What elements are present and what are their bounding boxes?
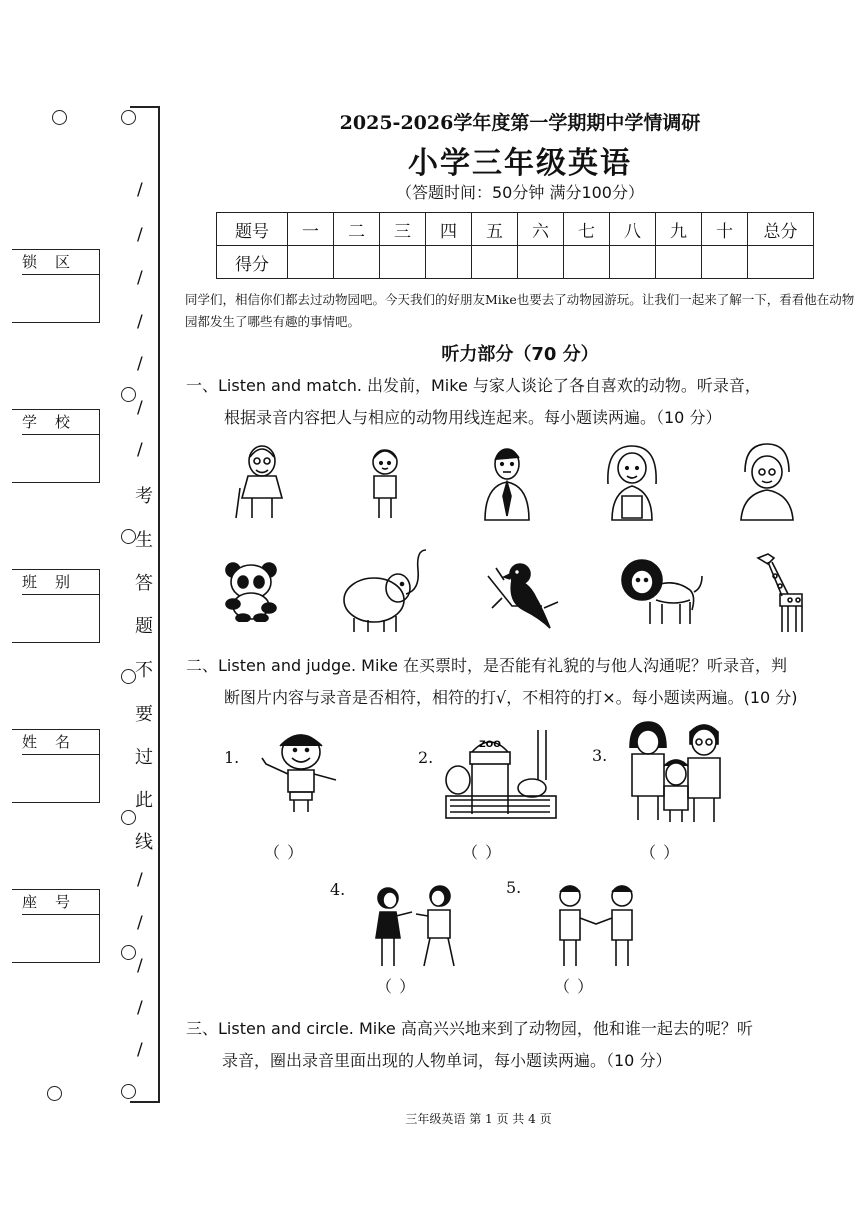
slash-mark: / xyxy=(137,180,143,200)
notice-char: 此 xyxy=(135,790,153,811)
score-input-cell[interactable] xyxy=(564,246,610,279)
field-seat-number[interactable] xyxy=(12,889,100,963)
punch-hole xyxy=(121,810,136,825)
slash-mark: / xyxy=(137,354,143,374)
score-cell: 题号 xyxy=(217,213,288,246)
slash-mark: / xyxy=(137,913,143,933)
score-input-cell[interactable] xyxy=(334,246,380,279)
field-lock-area[interactable] xyxy=(12,249,100,323)
waving-boy-icon xyxy=(258,726,352,818)
score-cell: 得分 xyxy=(217,246,288,279)
notice-char: 不 xyxy=(135,660,153,681)
punch-hole xyxy=(121,110,136,125)
score-input-cell[interactable] xyxy=(472,246,518,279)
q1-line2: 根据录音内容把人与相应的动物用线连起来。每小题读两遍。（10 分） xyxy=(224,408,722,427)
grandpa-icon xyxy=(232,443,292,521)
score-input-cell[interactable] xyxy=(380,246,426,279)
score-input-cell[interactable] xyxy=(518,246,564,279)
punch-hole xyxy=(121,669,136,684)
slash-mark: / xyxy=(137,312,143,332)
slash-mark: / xyxy=(137,225,143,245)
notice-char: 题 xyxy=(135,616,153,637)
q2-line2: 断图片内容与录音是否相符，相符的打√，不相符的打×。每小题读两遍。(10 分) xyxy=(224,688,798,707)
notice-char: 答 xyxy=(135,573,153,594)
q2-line1: 二、Listen and judge. Mike 在买票时，是否能有礼貌的与他人沟通呢？听录音，判 xyxy=(186,656,788,675)
score-table-header-row xyxy=(217,213,814,246)
notice-char: 考 xyxy=(135,486,153,507)
score-input-cell[interactable] xyxy=(610,246,656,279)
page-footer: 三年级英语 第 1 页 共 4 页 xyxy=(405,1112,552,1126)
giraffe-icon xyxy=(750,550,810,634)
score-cell: 一 xyxy=(288,213,334,246)
notice-char: 过 xyxy=(135,747,153,768)
two-people-talking-icon xyxy=(366,882,464,970)
score-table xyxy=(216,212,814,279)
score-cell: 六 xyxy=(518,213,564,246)
field-label: 姓名 xyxy=(22,730,99,755)
punch-hole xyxy=(121,945,136,960)
score-input-cell[interactable] xyxy=(656,246,702,279)
field-label: 学校 xyxy=(22,410,99,435)
punch-hole xyxy=(121,387,136,402)
punch-hole xyxy=(121,529,136,544)
grandma-icon xyxy=(735,442,797,522)
score-input-cell[interactable] xyxy=(426,246,472,279)
slash-mark: / xyxy=(137,956,143,976)
score-cell: 四 xyxy=(426,213,472,246)
intro-paragraph: 同学们，相信你们都去过动物园吧。今天我们的好朋友Mike也要去了动物园游玩。让我们一起来了解一下，看看他在动物园都发生了哪些有趣的事情吧。 xyxy=(185,292,855,329)
notice-char: 生 xyxy=(135,530,153,551)
punch-hole xyxy=(121,1084,136,1099)
exam-title-line1: 2025-2026学年度第一学期期中学情调研 xyxy=(339,112,701,134)
father-icon xyxy=(477,444,537,522)
zoo-gate-icon xyxy=(442,726,560,822)
punch-hole xyxy=(52,110,67,125)
family-icon xyxy=(624,718,728,826)
section-title: 听力部分（70 分） xyxy=(441,344,599,365)
q3-line1: 三、Listen and circle. Mike 高高兴兴地来到了动物园，他和谁一起去的呢？听 xyxy=(186,1019,753,1038)
score-table-score-row xyxy=(217,246,814,279)
answer-paren[interactable]: （ ） xyxy=(640,843,681,862)
notice-char: 要 xyxy=(135,704,153,725)
q2-item-number: 3. xyxy=(592,746,608,765)
boy-icon xyxy=(362,446,408,522)
score-input-cell[interactable] xyxy=(748,246,814,279)
score-cell: 二 xyxy=(334,213,380,246)
q3-line2: 录音，圈出录音里面出现的人物单词，每小题读两遍。（10 分） xyxy=(222,1051,672,1070)
score-cell: 总分 xyxy=(748,213,814,246)
q2-item-number: 1. xyxy=(224,748,240,767)
exam-title-line2: 小学三年级英语 xyxy=(408,146,632,181)
notice-char: 线 xyxy=(135,832,153,853)
slash-mark: / xyxy=(137,440,143,460)
score-cell: 十 xyxy=(702,213,748,246)
slash-mark: / xyxy=(137,870,143,890)
elephant-icon xyxy=(340,548,430,634)
answer-paren[interactable]: （ ） xyxy=(462,843,503,862)
field-class[interactable] xyxy=(12,569,100,643)
field-label: 锁区 xyxy=(22,250,99,275)
score-cell: 八 xyxy=(610,213,656,246)
answer-paren[interactable]: （ ） xyxy=(264,843,305,862)
answer-paren[interactable]: （ ） xyxy=(376,977,417,996)
cut-line xyxy=(158,106,160,1102)
bird-icon xyxy=(484,558,564,630)
score-input-cell[interactable] xyxy=(288,246,334,279)
score-cell: 七 xyxy=(564,213,610,246)
field-label: 座号 xyxy=(22,890,99,915)
score-cell: 三 xyxy=(380,213,426,246)
panda-icon xyxy=(219,560,285,622)
lion-icon xyxy=(620,556,704,628)
score-input-cell[interactable] xyxy=(702,246,748,279)
field-name[interactable] xyxy=(12,729,100,803)
score-cell: 九 xyxy=(656,213,702,246)
q2-item-number: 5. xyxy=(506,878,522,897)
slash-mark: / xyxy=(137,998,143,1018)
mother-icon xyxy=(600,444,664,522)
zoo-sign-text: ZOO xyxy=(479,740,501,750)
answer-paren[interactable]: （ ） xyxy=(554,977,595,996)
field-school[interactable] xyxy=(12,409,100,483)
slash-mark: / xyxy=(137,268,143,288)
score-cell: 五 xyxy=(472,213,518,246)
handshake-icon xyxy=(552,882,642,968)
q2-item-number: 2. xyxy=(418,748,434,767)
exam-subtitle: （答题时间：50分钟 满分100分） xyxy=(396,183,644,202)
q2-item-number: 4. xyxy=(330,880,346,899)
punch-hole xyxy=(47,1086,62,1101)
slash-mark: / xyxy=(137,1040,143,1060)
q1-line1: 一、Listen and match. 出发前，Mike 与家人谈论了各自喜欢的动物。听录音， xyxy=(186,376,761,395)
slash-mark: / xyxy=(137,398,143,418)
field-label: 班别 xyxy=(22,570,99,595)
